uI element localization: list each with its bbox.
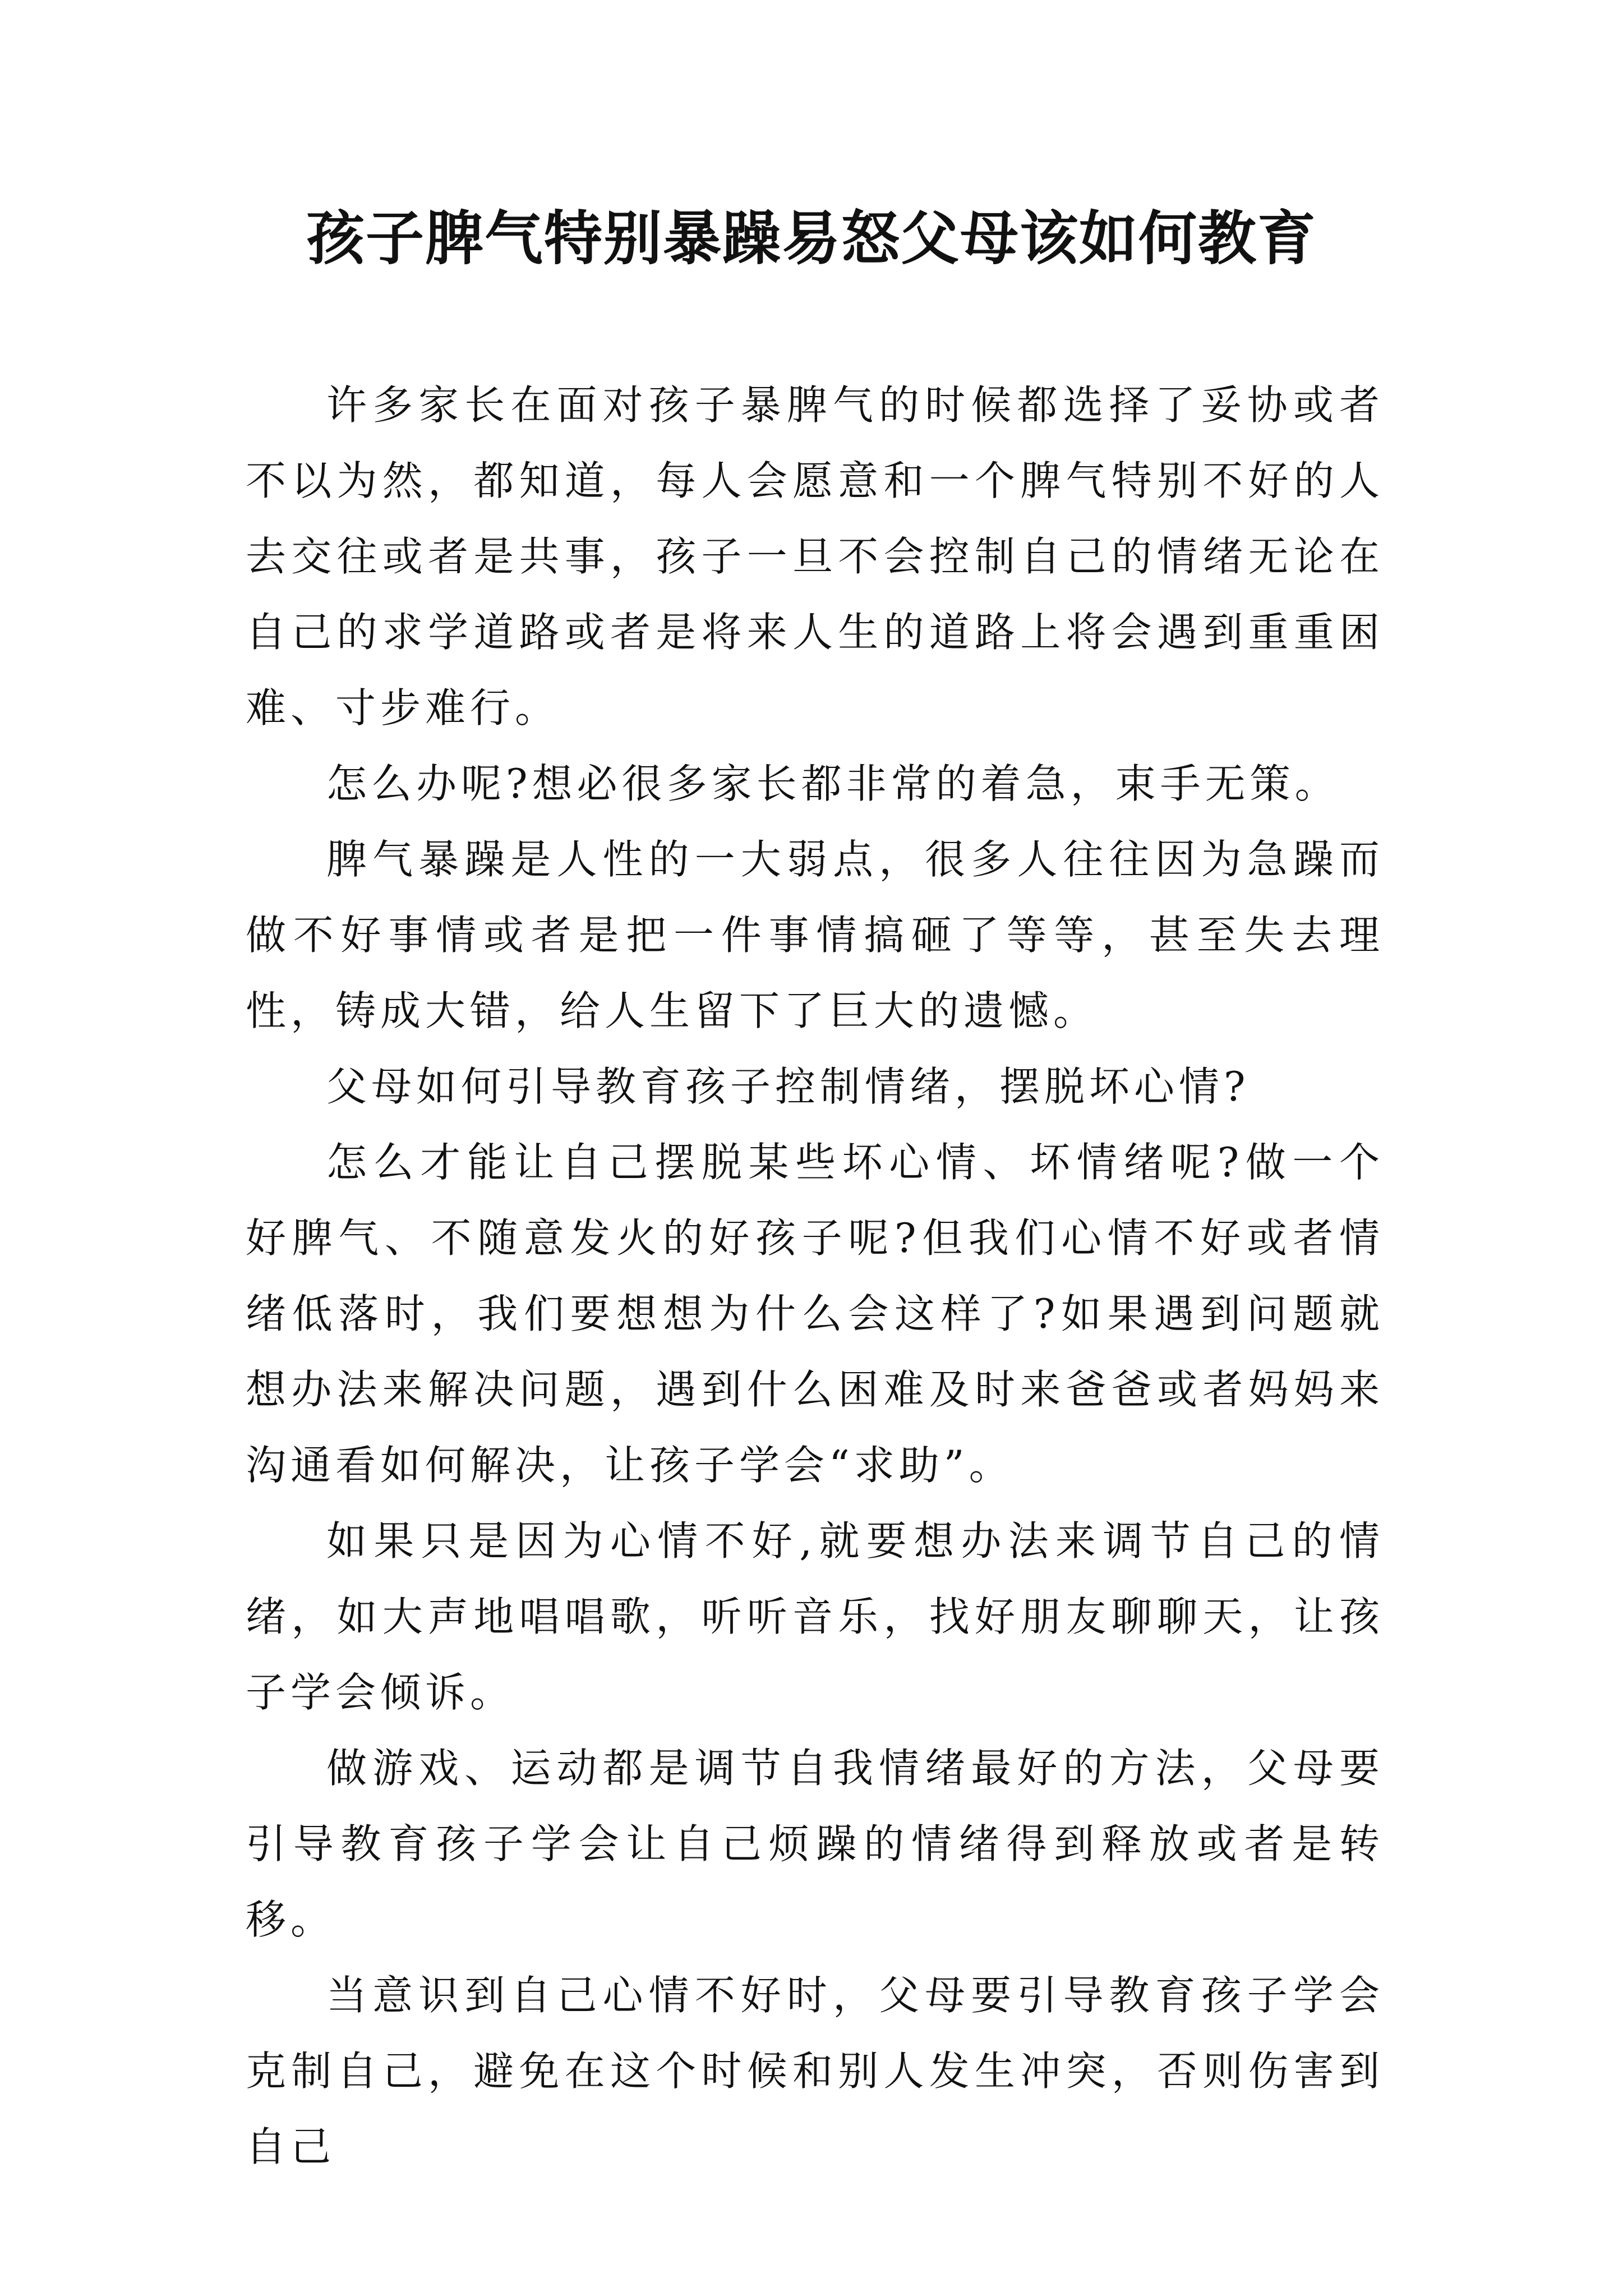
paragraph-3: 脾气暴躁是人性的一大弱点，很多人往往因为急躁而做不好事情或者是把一件事情搞砸了等等，甚至失去理性，铸成大错，给人生留下了巨大的遗憾。 [246, 836, 1384, 1034]
paragraph-1: 许多家长在面对孩子暴脾气的时候都选择了妥协或者不以为然，都知道，每人会愿意和一个脾气特别不好的人去交往或者是共事，孩子一旦不会控制自己的情绪无论在自己的求学道路或者是将来人生的道路上将会遇到重重困难、寸步难行。 [246, 381, 1384, 731]
paragraph-2: 怎么办呢?想必很多家长都非常的着急，束手无策。 [326, 760, 1340, 807]
document-title: 孩子脾气特别暴躁易怒父母该如何教育 [306, 204, 1317, 273]
paragraph-4: 父母如何引导教育孩子控制情绪，摆脱坏心情? [326, 1063, 1250, 1110]
paragraph-6: 如果只是因为心情不好,就要想办法来调节自己的情绪，如大声地唱唱歌，听听音乐，找好朋友聊聊天，让孩子学会倾诉。 [246, 1517, 1384, 1716]
paragraph-8: 当意识到自己心情不好时，父母要引导教育孩子学会克制自己，避免在这个时候和别人发生冲突，否则伤害到自己 [246, 1972, 1384, 2170]
document-body [246, 367, 1384, 2185]
paragraph-5: 怎么才能让自己摆脱某些坏心情、坏情绪呢?做一个好脾气、不随意发火的好孩子呢?但我们心情不好或者情绪低落时，我们要想想为什么会这样了?如果遇到问题就想办法来解决问题，遇到什么困难及时来爸爸或者妈妈来沟通看如何解决，让孩子学会“求助”。 [246, 1139, 1384, 1489]
paragraph-7: 做游戏、运动都是调节自我情绪最好的方法，父母要引导教育孩子学会让自己烦躁的情绪得到释放或者是转移。 [246, 1745, 1384, 1943]
